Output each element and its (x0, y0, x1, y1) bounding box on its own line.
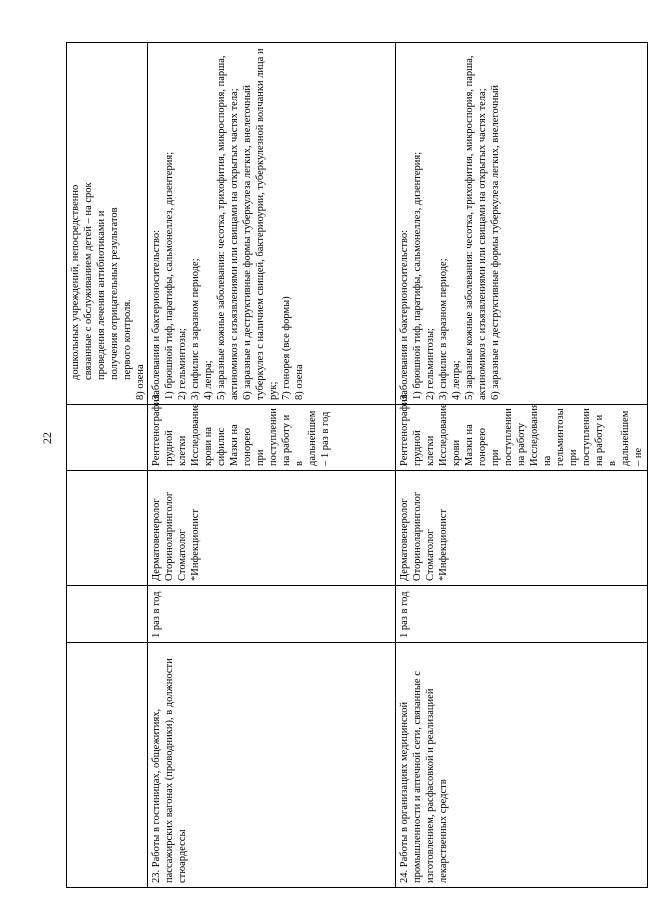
continuation-line: связанные с обслуживанием детей – на срок (83, 182, 94, 380)
exams-cell: Рентгенография грудной клетки Исследование крови на сифилис Мазки на гонорею при поступлении на работу и в дальнейшем – 1 раз в год (148, 405, 396, 471)
contra-item: 8) озена (294, 364, 305, 400)
contra-title: Заболевания и бактерионосительство: (399, 229, 410, 400)
table-row (396, 43, 648, 888)
contraindications-cell (396, 43, 648, 405)
contra-item: 3) сифилис в заразном периоде; (438, 258, 449, 400)
doctor: Оториноларинголог (412, 491, 423, 581)
doctor: *Инфекционист (190, 509, 201, 581)
doctor: Дерматовенеролог (399, 498, 410, 581)
continuation-line: проведения лечения антибиотиками и (96, 210, 107, 380)
frequency-cell: 1 раз в год (396, 586, 648, 643)
doctor: Стоматолог (425, 529, 436, 581)
contra-item: 7) гонорея (все формы) (281, 296, 292, 400)
medical-exam-table (66, 42, 648, 888)
doctors-cell (396, 471, 648, 586)
continuation-line: получения отрицательных результатов (109, 207, 120, 380)
contra-item: 4) лепра; (203, 360, 214, 400)
contra-item: 5) заразные кожные заболевания: чесотка, трихофития, микроспория, парша, актиномикоз с изъязвлениями или свищами на открытых частях тела; (464, 55, 488, 400)
work-type-cell: 24. Работы в организациях медицинской промышленности и аптечной сети, связанные с изготовлением, расфасовкой и реализацией лекарственных средств (396, 643, 648, 888)
continuation-line: первого контроля. (122, 299, 133, 380)
contra-item: 5) заразные кожные заболевания: чесотка, трихофития, микроспория, парша, актиномикоз с изъязвлениями или свищами на открытых частях тела; (216, 55, 240, 400)
continuation-cell (67, 43, 148, 405)
contra-item: 4) лепра; (451, 360, 462, 400)
continuation-line: дошкольных учреждений, непосредственно (70, 184, 81, 380)
doctor: Стоматолог (177, 529, 188, 581)
exams-cell: Рентгенография грудной клетки Исследование крови Мазки на гонорею при поступлении на работу Исследования на гельминтозы при поступлении на работу и в дальнейшем – не (396, 405, 648, 471)
contra-item: 2) гельминтозы; (425, 328, 436, 400)
continuation-row (67, 43, 148, 888)
contra-item: 1) брюшной тиф, паратифы, сальмонеллез, дизентерия; (412, 151, 423, 400)
contra-item: 3) сифилис в заразном периоде; (190, 258, 201, 400)
frequency-cell: 1 раз в год (148, 586, 396, 643)
rotated-table-page (66, 43, 644, 888)
contra-title: Заболевания и бактерионосительство: (151, 229, 162, 400)
contra-item: 6) заразные и деструктивные формы туберкулеза легких, внелегочный туберкулез с наличием свищей, бактериоурии, туберкулезной волчанки лица и рук; (242, 48, 279, 400)
contra-item: 1) брюшной тиф, паратифы, сальмонеллез, дизентерия; (164, 151, 175, 400)
contra-item: 2) гельминтозы; (177, 328, 188, 400)
continuation-last-item: 8) озена (135, 364, 146, 400)
page-number: 22 (40, 432, 54, 444)
contra-item: 6) заразные и деструктивные формы туберкулеза легких, внелегочный (490, 84, 501, 400)
contraindications-cell (148, 43, 396, 405)
work-type-cell: 23. Работы в гостиницах, общежитиях, пассажирских вагонах (проводники), в должности стюардессы (148, 643, 396, 888)
doctor: Оториноларинголог (164, 491, 175, 581)
table-row (148, 43, 396, 888)
doctor: Дерматовенеролог (151, 498, 162, 581)
doctor: *Инфекционист (438, 509, 449, 581)
doctors-cell (148, 471, 396, 586)
